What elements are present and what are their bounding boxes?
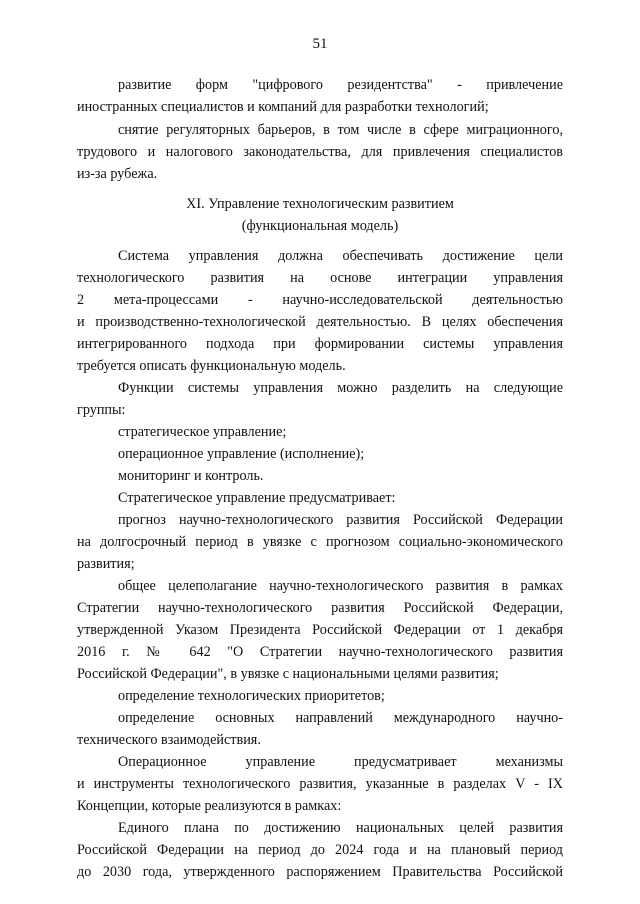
text-line: до 2030 года, утвержденного распоряжением Правительства Российской	[77, 864, 563, 880]
text-line: Российской Федерации на период до 2024 года и на плановый период	[77, 842, 563, 858]
text-line: Функции системы управления можно разделить на следующие	[118, 380, 563, 396]
text-line: трудового и налогового законодательства, для привлечения специалистов	[77, 144, 563, 160]
text-line: утвержденной Указом Президента Российской Федерации от 1 декабря	[77, 622, 563, 638]
text-line: иностранных специалистов и компаний для разработки технологий;	[77, 99, 489, 115]
text-line: интегрированного подхода при формировании системы управления	[77, 336, 563, 352]
text-line: Система управления должна обеспечивать достижение цели	[118, 248, 563, 264]
list-item: операционное управление (исполнение);	[118, 446, 365, 462]
text-line: Операционное управление предусматривает механизмы	[118, 754, 563, 770]
text-line: определение технологических приоритетов;	[118, 688, 385, 704]
text-line: общее целеполагание научно-технологического развития в рамках	[118, 578, 563, 594]
section-heading: XI. Управление технологическим развитием	[186, 196, 454, 212]
text-line: из-за рубежа.	[77, 166, 158, 182]
list-item: мониторинг и контроль.	[118, 468, 264, 484]
text-line: прогноз научно-технологического развития Российской Федерации	[118, 512, 563, 528]
text-line: на долгосрочный период в увязке с прогнозом социально-экономического	[77, 534, 563, 550]
text-line: группы:	[77, 402, 126, 418]
text-line: технологического развития на основе интеграции управления	[77, 270, 563, 286]
text-line: Стратегии научно-технологического развития Российской Федерации,	[77, 600, 563, 616]
text-line: снятие регуляторных барьеров, в том числе в сфере миграционного,	[118, 122, 563, 138]
text-line: 2016 г. № 642 "О Стратегии научно-технологического развития	[77, 644, 563, 660]
text-line: развитие форм "цифрового резидентства" - привлечение	[118, 77, 563, 93]
text-line: определение основных направлений международного научно-	[118, 710, 563, 726]
text-line: Российской Федерации", в увязке с национальными целями развития;	[77, 666, 499, 682]
text-line: и инструменты технологического развития, указанные в разделах V - IX	[77, 776, 563, 792]
page-number: 51	[312, 36, 328, 52]
text-line: и производственно-технологической деятельностью. В целях обеспечения	[77, 314, 563, 330]
section-subheading: (функциональная модель)	[241, 218, 399, 234]
text-line: развития;	[77, 556, 135, 572]
text-line: требуется описать функциональную модель.	[77, 358, 346, 374]
list-item: стратегическое управление;	[118, 424, 287, 440]
text-line: Концепции, которые реализуются в рамках:	[77, 798, 342, 814]
text-line: Стратегическое управление предусматривает:	[118, 490, 396, 506]
text-line: 2 мета-процессами - научно-исследовательской деятельностью	[77, 292, 563, 308]
text-line: технического взаимодействия.	[77, 732, 261, 748]
text-line: Единого плана по достижению национальных целей развития	[118, 820, 563, 836]
